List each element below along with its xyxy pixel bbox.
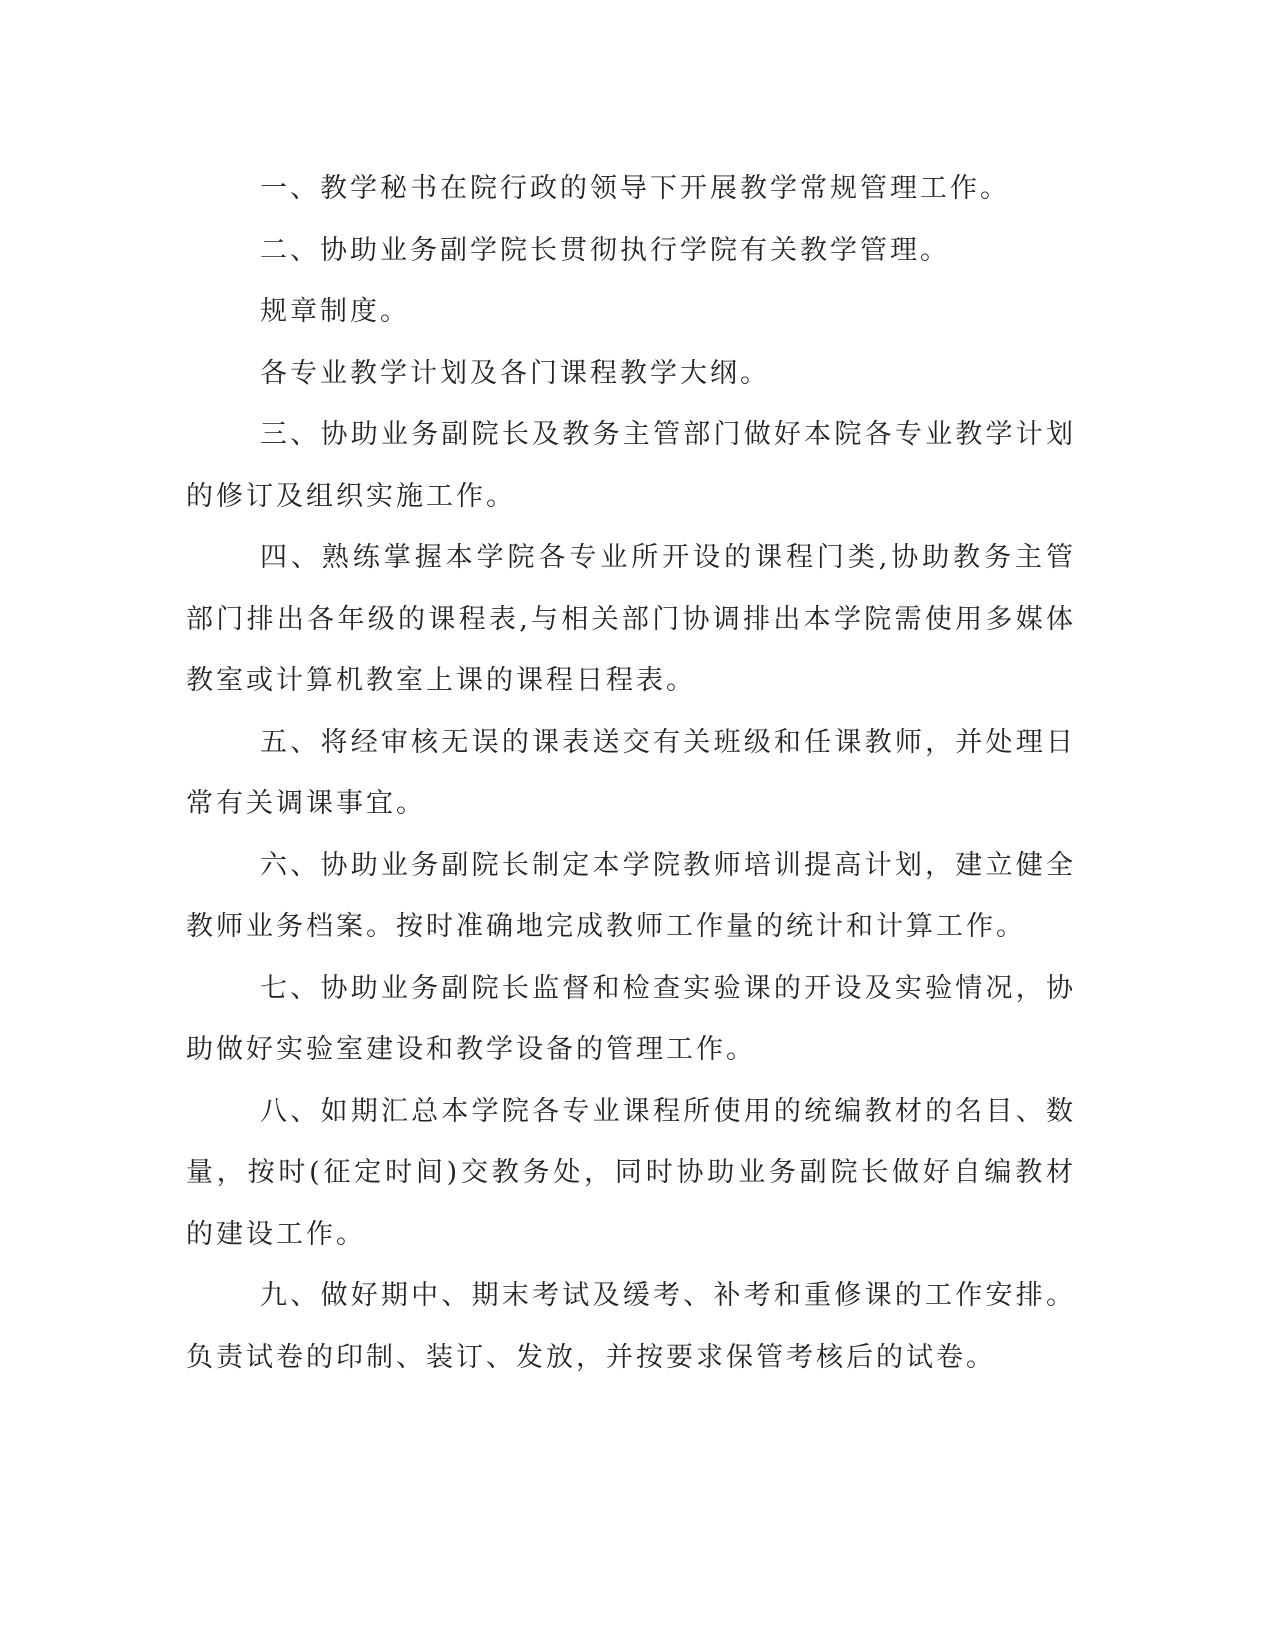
paragraph-10: 八、如期汇总本学院各专业课程所使用的统编教材的名目、数量，按时(征定时间)交教务处，同时协助业务副院长做好自编教材的建设工作。 xyxy=(186,1095,1076,1250)
paragraph-2: 二、协助业务副学院长贯彻执行学院有关教学管理。 xyxy=(260,234,950,266)
paragraph-1: 一、教学秘书在院行政的领导下开展教学常规管理工作。 xyxy=(260,173,1010,204)
paragraph-4: 各专业教学计划及各门课程教学大纲。 xyxy=(260,357,770,389)
paragraph-5: 三、协助业务副院长及教务主管部门做好本院各专业教学计划的修订及组织实施工作。 xyxy=(186,419,1076,512)
paragraph-3: 规章制度。 xyxy=(260,296,410,327)
document-body xyxy=(186,158,1076,1388)
paragraph-7: 五、将经审核无误的课表送交有关班级和任课教师，并处理日常有关调课事宜。 xyxy=(186,726,1076,819)
paragraph-9: 七、协助业务副院长监督和检查实验课的开设及实验情况，协助做好实验室建设和教学设备的管理工作。 xyxy=(186,972,1076,1065)
paragraph-8: 六、协助业务副院长制定本学院教师培训提高计划，建立健全教师业务档案。按时准确地完成教师工作量的统计和计算工作。 xyxy=(186,849,1076,942)
paragraph-11: 九、做好期中、期末考试及缓考、补考和重修课的工作安排。负责试卷的印制、装订、发放，并按要求保管考核后的试卷。 xyxy=(186,1280,1076,1373)
paragraph-6: 四、熟练掌握本学院各专业所开设的课程门类,协助教务主管部门排出各年级的课程表,与相关部门协调排出本学院需使用多媒体教室或计算机教室上课的课程日程表。 xyxy=(186,542,1076,696)
